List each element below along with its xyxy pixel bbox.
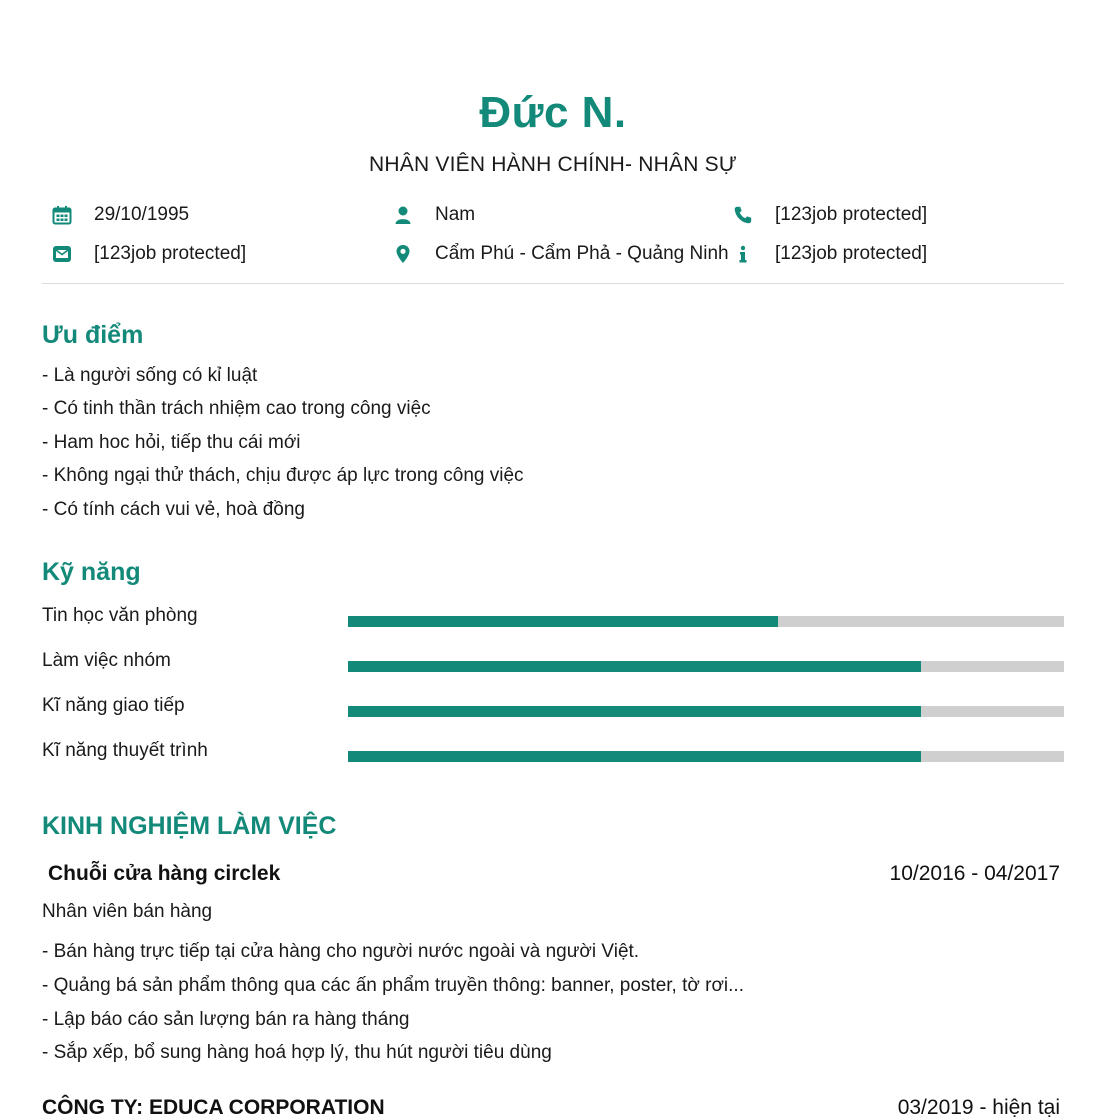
contact-gender xyxy=(393,202,475,228)
phone-icon xyxy=(733,205,753,225)
skill-bar-track xyxy=(348,751,1064,762)
skill-label: Tin học văn phòng xyxy=(42,605,198,626)
strength-item: - Ham hoc hỏi, tiếp thu cái mới xyxy=(42,432,301,453)
skill-label: Kĩ năng giao tiếp xyxy=(42,695,185,716)
skill-bar-fill xyxy=(348,616,778,627)
header-divider xyxy=(42,283,1064,284)
contact-birthdate xyxy=(52,202,189,228)
skill-bar-track xyxy=(348,706,1064,717)
strength-item: - Có tinh thần trách nhiệm cao trong công việc xyxy=(42,398,431,419)
job-role: Nhân viên bán hàng xyxy=(42,901,213,922)
candidate-name: Đức N. xyxy=(479,88,627,137)
email-value: [123job protected] xyxy=(94,243,247,264)
skill-label: Làm việc nhóm xyxy=(42,650,171,671)
strength-item: - Không ngại thử thách, chịu được áp lực trong công việc xyxy=(42,465,524,486)
skill-bar-fill xyxy=(348,706,921,717)
job-title: NHÂN VIÊN HÀNH CHÍNH- NHÂN SỰ xyxy=(369,153,737,176)
contact-email xyxy=(52,241,246,267)
skill-bar-track xyxy=(348,616,1064,627)
job-date: 03/2019 - hiện tại xyxy=(897,1096,1060,1119)
job-detail: - Bán hàng trực tiếp tại cửa hàng cho người nước ngoài và người Việt. xyxy=(42,941,640,962)
job-company: Chuỗi cửa hàng circlek xyxy=(48,862,281,885)
skill-label: Kĩ năng thuyết trình xyxy=(42,740,208,761)
job-company: CÔNG TY: EDUCA CORPORATION xyxy=(42,1096,385,1119)
calendar-icon xyxy=(52,205,72,225)
strength-item: - Có tính cách vui vẻ, hoà đồng xyxy=(42,499,305,520)
extra-value: [123job protected] xyxy=(775,243,928,264)
contact-info-extra xyxy=(733,241,927,267)
strengths-title: Ưu điểm xyxy=(42,321,144,349)
experience-title: KINH NGHIỆM LÀM VIỆC xyxy=(42,812,337,840)
phone-value: [123job protected] xyxy=(775,204,928,225)
skill-bar-track xyxy=(348,661,1064,672)
info-icon xyxy=(733,244,753,264)
job-detail: - Lập báo cáo sản lượng bán ra hàng tháng xyxy=(42,1009,410,1030)
birthdate-value: 29/10/1995 xyxy=(94,204,190,225)
contact-address xyxy=(393,241,729,267)
skill-bar-fill xyxy=(348,751,921,762)
gender-value: Nam xyxy=(435,204,476,225)
job-detail: - Quảng bá sản phẩm thông qua các ấn phẩm truyền thông: banner, poster, tờ rơi... xyxy=(42,975,744,996)
contact-phone xyxy=(733,202,927,228)
job-detail: - Sắp xếp, bổ sung hàng hoá hợp lý, thu hút người tiêu dùng xyxy=(42,1042,552,1063)
job-date: 10/2016 - 04/2017 xyxy=(889,862,1060,885)
email-icon xyxy=(52,244,72,264)
skills-title: Kỹ năng xyxy=(42,558,141,586)
address-value: Cẩm Phú - Cẩm Phả - Quảng Ninh xyxy=(435,243,729,264)
user-icon xyxy=(393,205,413,225)
map-pin-icon xyxy=(393,244,413,264)
skill-bar-fill xyxy=(348,661,921,672)
strength-item: - Là người sống có kỉ luật xyxy=(42,365,258,386)
